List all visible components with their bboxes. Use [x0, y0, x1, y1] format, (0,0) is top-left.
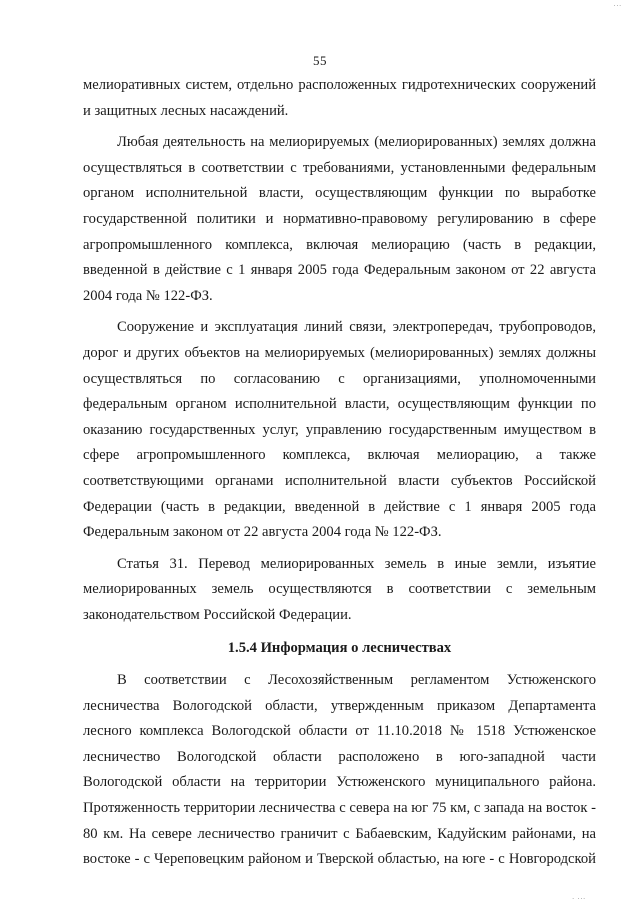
text-line: Статья 31. Перевод мелиорированных земель в иные земли, изъятие	[117, 555, 596, 572]
text-line: Федерации (часть в редакции, введенной в действие с 1 января 2005 года	[83, 498, 596, 515]
text-line: Любая деятельность на мелиорируемых (мелиорированных) землях должна	[117, 134, 596, 151]
text-line: Федеральным законом от 22 августа 2004 года № 122-ФЗ.	[83, 524, 442, 541]
text-line: мелиорированных земель осуществляются в соответствии с земельным	[83, 581, 596, 598]
document-body	[83, 73, 596, 873]
paragraph-construction	[83, 315, 596, 545]
section-heading: 1.5.4 Информация о лесничествах	[227, 640, 452, 657]
text-line: В соответствии с Лесохозяйственным регламентом Устюженского	[117, 672, 596, 689]
text-line: законодательством Российской Федерации.	[83, 606, 352, 623]
text-line: осуществляться в соответствии с требованиями, установленными федеральным	[83, 159, 596, 176]
paragraph-article-31	[83, 552, 596, 629]
text-line: соответствующими органами исполнительной власти субъектов Российской	[83, 472, 596, 489]
text-line: оказанию государственных услуг, управлению государственным имуществом в	[83, 421, 596, 438]
text-line: лесного комплекса Вологодской области от 11.10.2018 № 1518 Устюженское	[83, 723, 596, 740]
text-line: органом исполнительной власти, осуществляющим функции по выработке	[83, 185, 596, 202]
text-line: мелиоративных систем, отдельно расположенных гидротехнических сооружений	[83, 77, 596, 93]
text-line: федеральным органом исполнительной власти, осуществляющим функции по	[83, 396, 596, 413]
text-line: агропромышленного комплекса, включая мелиорацию (часть в редакции,	[83, 236, 596, 253]
text-line: востоке - с Череповецким районом и Тверской областью, на юге - с Новгородской	[83, 851, 596, 868]
text-line: лесничество Вологодской области расположено в юго-западной части	[83, 748, 596, 765]
text-line: и защитных лесных насаждений.	[83, 102, 289, 119]
text-line: лесничества Вологодской области, утвержденным приказом Департамента	[83, 697, 596, 714]
text-line: сфере агропромышленного комплекса, включая мелиорацию, а также	[83, 447, 596, 464]
text-line: государственной политики и нормативно-правовому регулированию в сфере	[83, 210, 596, 227]
scan-mark-bottom: . ...	[572, 893, 586, 901]
text-line: Протяженность территории лесничества с севера на юг 75 км, с запада на восток -	[83, 800, 596, 817]
text-line: 2004 года № 122-ФЗ.	[83, 287, 213, 304]
scan-mark-top: ...	[613, 0, 622, 8]
text-line: введенной в действие с 1 января 2005 года Федеральным законом от 22 августа	[83, 262, 596, 279]
paragraph-land-activity	[83, 130, 596, 309]
text-line: дорог и других объектов на мелиорируемых (мелиорированных) землях должны	[83, 344, 596, 361]
paragraph-continuation	[83, 73, 596, 124]
text-line: Сооружение и эксплуатация линий связи, электропередач, трубопроводов,	[117, 319, 596, 336]
text-line: осуществляться по согласованию с организациями, уполномоченными	[83, 370, 596, 387]
text-line: 80 км. На севере лесничество граничит с Бабаевским, Кадуйским районами, на	[83, 825, 596, 842]
paragraph-forestry-info	[83, 668, 596, 873]
text-line: Вологодской области на территории Устюженского муниципального района.	[83, 774, 596, 791]
page-number: 55	[313, 53, 327, 68]
